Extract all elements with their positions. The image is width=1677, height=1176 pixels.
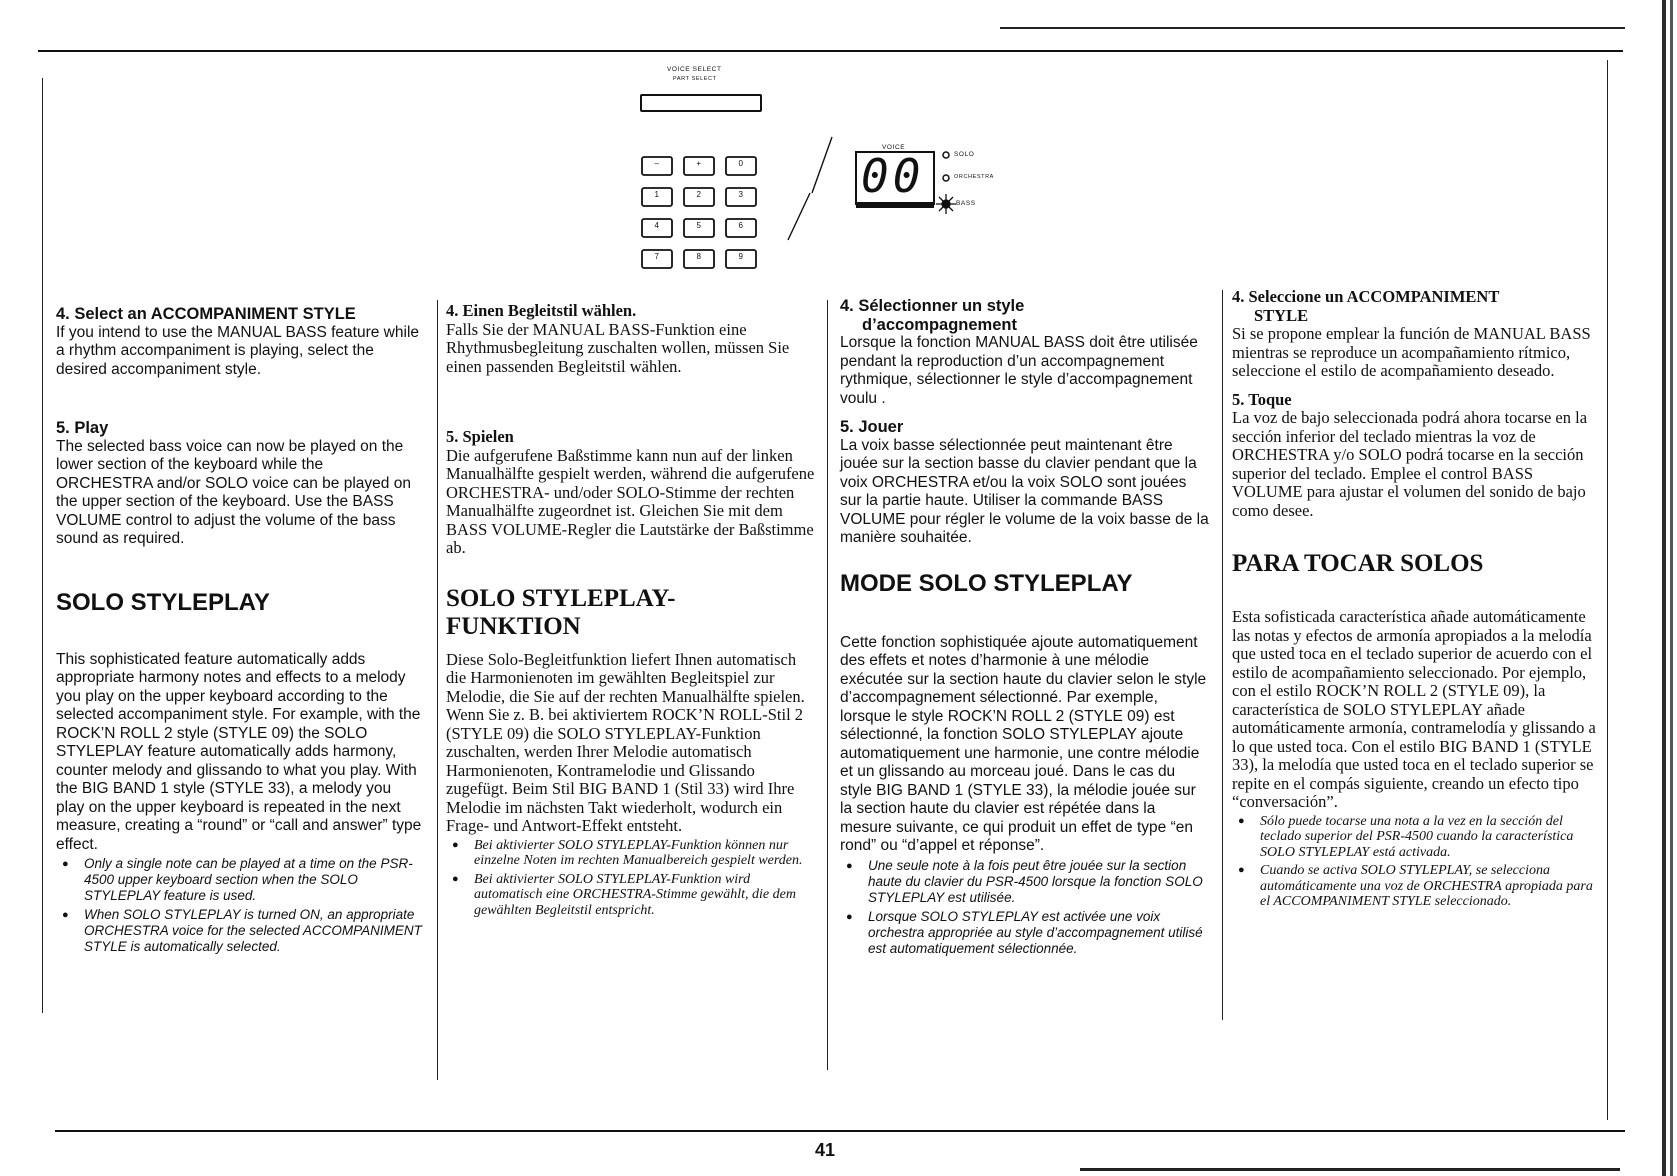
voice-select-label: VOICE SELECT: [667, 66, 722, 73]
key-4-label: 4: [654, 221, 660, 230]
column-divider-2: [827, 300, 828, 1070]
de-step5-body: Die aufgerufene Baßstimme kann nun auf der linken Manualhälfte gespielt werden, während die aufgerufene ORCHESTRA- und/oder SOLO-Stimme der rechten Manualhälfte zugeordnet ist. Gleichen Sie mit dem BASS VOLUME-Regler die Lautstärke der Baßstimme ab.: [446, 445, 815, 557]
es-section-body: Esta sofisticada característica añade automáticamente las notas y efectos de armonía apropiados a la melodía que usted toca en el teclado superior de acuerdo con el estilo de acompañamiento seleccionado. Por ejemplo, con el estilo ROCK’N ROLL 2 (STYLE 09), la característica de SOLO STYLEPLAY añade automáticamente armonía, contramelodía y glissando a lo que usted toca. Con el estilo BIG BAND 1 (STYLE 33), la melodía que usted toca en el teclado superior se repite en el compás siguiente, creando un efecto tipo “conversación”.: [1232, 607, 1596, 811]
en-step5-title: 5. Play: [56, 419, 109, 437]
key-8-label: 8: [696, 252, 702, 261]
top-rule-short: [1000, 27, 1625, 29]
top-rule: [38, 50, 1623, 52]
display-value: 00: [861, 149, 925, 203]
fr-step5-title: 5. Jouer: [840, 418, 904, 436]
column-divider-left: [42, 78, 43, 1013]
de-step5-title: 5. Spielen: [446, 427, 514, 446]
voice-label: VOICE: [882, 144, 906, 151]
es-section-title: PARA TOCAR SOLOS: [1232, 550, 1484, 577]
orchestra-led-icon: [943, 175, 949, 181]
column-divider-right: [1607, 60, 1608, 1120]
key-minus-label: –: [654, 159, 660, 168]
en-notes: [56, 856, 422, 955]
orchestra-label: ORCHESTRA: [954, 174, 994, 180]
fr-step4-body: Lorsque la fonction MANUAL BASS doit être utilisée pendant la reproduction d’un accompagnement rythmique, sélectionner le style d’accompagnement voulu .: [840, 334, 1198, 407]
column-french: [840, 297, 1210, 960]
de-step4-body: Falls Sie der MANUAL BASS-Funktion eine Rhythmusbegleitung zuschalten wollen, müssen Sie einen passenden Begleitstil wählen.: [446, 319, 790, 376]
callout-line-2: [788, 193, 810, 240]
en-note-1: ● Only a single note can be played at a time on the PSR-4500 upper keyboard section when the SOLO STYLEPLAY feature is used.: [56, 856, 422, 904]
key-7-label: 7: [654, 252, 660, 261]
parameter-label: PARAMETER: [874, 208, 914, 214]
en-step4-title: 4. Select an ACCOMPANIMENT STYLE: [56, 305, 356, 323]
page-edge-inner: [1670, 0, 1673, 1176]
panel-diagram: [600, 55, 1060, 285]
key-6-label: 6: [738, 221, 744, 230]
de-section-title: SOLO STYLEPLAY-FUNKTION: [446, 584, 676, 640]
column-divider-3: [1222, 290, 1223, 1020]
key-5-label: 5: [696, 221, 702, 230]
es-step5-title: 5. Toque: [1232, 389, 1292, 409]
de-note-2: ● Bei aktivierter SOLO STYLEPLAY-Funktion wird automatisch eine ORCHESTRA-Stimme gewählt, die dem gewählten Begleitstil entspricht.: [446, 872, 818, 919]
bottom-rule: [55, 1130, 1625, 1132]
es-notes: [1232, 814, 1604, 910]
key-1-label: 1: [654, 190, 660, 199]
es-step4-title-line2: STYLE: [1254, 305, 1309, 325]
es-step4-title-line1: 4. Seleccione un ACCOMPANIMENT: [1232, 287, 1500, 306]
fr-step4-title-line2: d’accompagnement: [862, 315, 1017, 334]
es-note-2: ● Cuando se activa SOLO STYLEPLAY, se selecciona automáticamente una voz de ORCHESTRA apropiada para el ACCOMPANIMENT STYLE seleccionado.: [1232, 863, 1604, 910]
column-english: [56, 305, 422, 958]
fr-section-title: MODE SOLO STYLEPLAY: [840, 569, 1133, 597]
bass-label: BASS: [956, 200, 976, 207]
es-note-1: ● Sólo puede tocarse una nota a la vez en la sección del teclado superior del PSR-4500 cuando la característica SOLO STYLEPLAY está activada.: [1232, 814, 1604, 861]
solo-led-icon: [943, 152, 949, 158]
fr-step5-body: La voix basse sélectionnée peut maintenant être jouée sur la section basse du clavier pendant que la voix ORCHESTRA et/ou la voix SOLO sont jouées sur la partie haute. Utiliser la commande BASS VOLUME pour régler le volume de la voix basse de la manière souhaitée.: [840, 436, 1209, 546]
bass-led-lit-icon: [936, 194, 956, 214]
fr-note-2: ● Lorsque SOLO STYLEPLAY est activée une voix orchestra appropriée au style d’accompagnement utilisé est automatiquement sélectionnée.: [840, 909, 1210, 957]
fr-section-body: Cette fonction sophistiquée ajoute automatiquement des effets et notes d’harmonie à une mélodie exécutée sur la section haute du clavier selon le style d’accompagnement sélectionné. Par exemple, lorsque le style ROCK’N ROLL 2 (STYLE 09) est sélectionné, la fonction SOLO STYLEPLAY ajoute automatiquement une harmonie, une contre mélodie et un glissando au morceau joué. Dans le cas du style BIG BAND 1 (STYLE 33), la mélodie jouée sur la section haute du clavier est répétée dans la mesure suivante, ce qui produit un effet de type “en rond” ou “d’appel et réponse”.: [840, 633, 1207, 854]
de-step4-title: 4. Einen Begleitstil wählen.: [446, 301, 637, 320]
part-select-label: PART SELECT: [673, 76, 717, 82]
es-step4-body: Si se propone emplear la función de MANUAL BASS mientras se reproduce un acompañamiento rítmico, seleccione el estilo de acompañamiento deseado.: [1232, 324, 1591, 380]
fr-step4-title-line1: 4. Sélectionner un style: [840, 297, 1025, 315]
de-note-1: ● Bei aktivierter SOLO STYLEPLAY-Funktion können nur einzelne Noten im rechten Manualbereich gespielt werden.: [446, 838, 818, 869]
page-edge: [1662, 0, 1666, 1176]
column-spanish: [1232, 288, 1604, 913]
column-divider-1: [437, 300, 438, 1080]
de-section-body: Diese Solo-Begleitfunktion liefert Ihnen automatisch die Harmonienoten im gewählten Begleitspiel zur Melodie, die Sie auf der rechten Manualhälfte spielen. Wenn Sie z. B. bei aktiviertem ROCK’N ROLL-Stil 2 (STYLE 09) die SOLO STYLEPLAY-Funktion zuschalten, werden Ihrer Melodie automatisch Harmonienoten, Kontramelodie und Glissando zugefügt. Beim Stil BIG BAND 1 (Stil 33) wird Ihre Melodie im nächsten Takt wiederholt, wodurch ein Frage- und Antwort-Effekt entsteht.: [446, 649, 805, 835]
fr-notes: [840, 858, 1210, 957]
bottom-rule-thick: [1080, 1168, 1620, 1171]
de-notes: [446, 838, 818, 919]
fr-note-1: ● Une seule note à la fois peut être jouée sur la section haute du clavier du PSR-4500 lorsque la fonction SOLO STYLEPLAY est utilisée.: [840, 858, 1210, 906]
page-number: 41: [815, 1140, 836, 1160]
column-german: [446, 302, 818, 921]
callout-line-1: [812, 137, 832, 193]
key-plus-label: +: [696, 159, 702, 168]
en-step4-body: If you intend to use the MANUAL BASS feature while a rhythm accompaniment is playing, select the desired accompaniment style.: [56, 323, 420, 378]
en-note-2: ● When SOLO STYLEPLAY is turned ON, an appropriate ORCHESTRA voice for the selected ACCOMPANIMENT STYLE is automatically selected.: [56, 907, 422, 955]
key-3-label: 3: [738, 190, 744, 199]
en-section-title: SOLO STYLEPLAY: [56, 588, 270, 616]
key-9-label: 9: [738, 252, 744, 261]
en-section-body: This sophisticated feature automatically adds appropriate harmony notes and effects to a melody you play on the upper keyboard according to the selected accompaniment style. For example, with the ROCK’N ROLL 2 style (STYLE 09) the SOLO STYLEPLAY feature automatically adds harmony, counter melody and glissando to what you play. With the BIG BAND 1 style (STYLE 33), a melody you play on the upper keyboard is repeated in the next measure, creating a “round” or “call and answer” type effect.: [56, 650, 422, 853]
key-0-label: 0: [738, 159, 744, 168]
keypad-graphics: [600, 55, 1060, 285]
solo-label: SOLO: [954, 151, 975, 158]
en-step5-body: The selected bass voice can now be played on the lower section of the keyboard while the ORCHESTRA and/or SOLO voice can be played on the upper section of the keyboard. Use the BASS VOLUME control to adjust the volume of the bass sound as required.: [56, 437, 411, 547]
es-step5-body: La voz de bajo seleccionada podrá ahora tocarse en la sección inferior del teclado mientras la voz de ORCHESTRA y/o SOLO podrá tocarse en la sección superior del teclado. Emplee el control BASS VOLUME para ajustar el volumen del sonido de bajo como desee.: [1232, 408, 1588, 520]
key-2-label: 2: [696, 190, 702, 199]
